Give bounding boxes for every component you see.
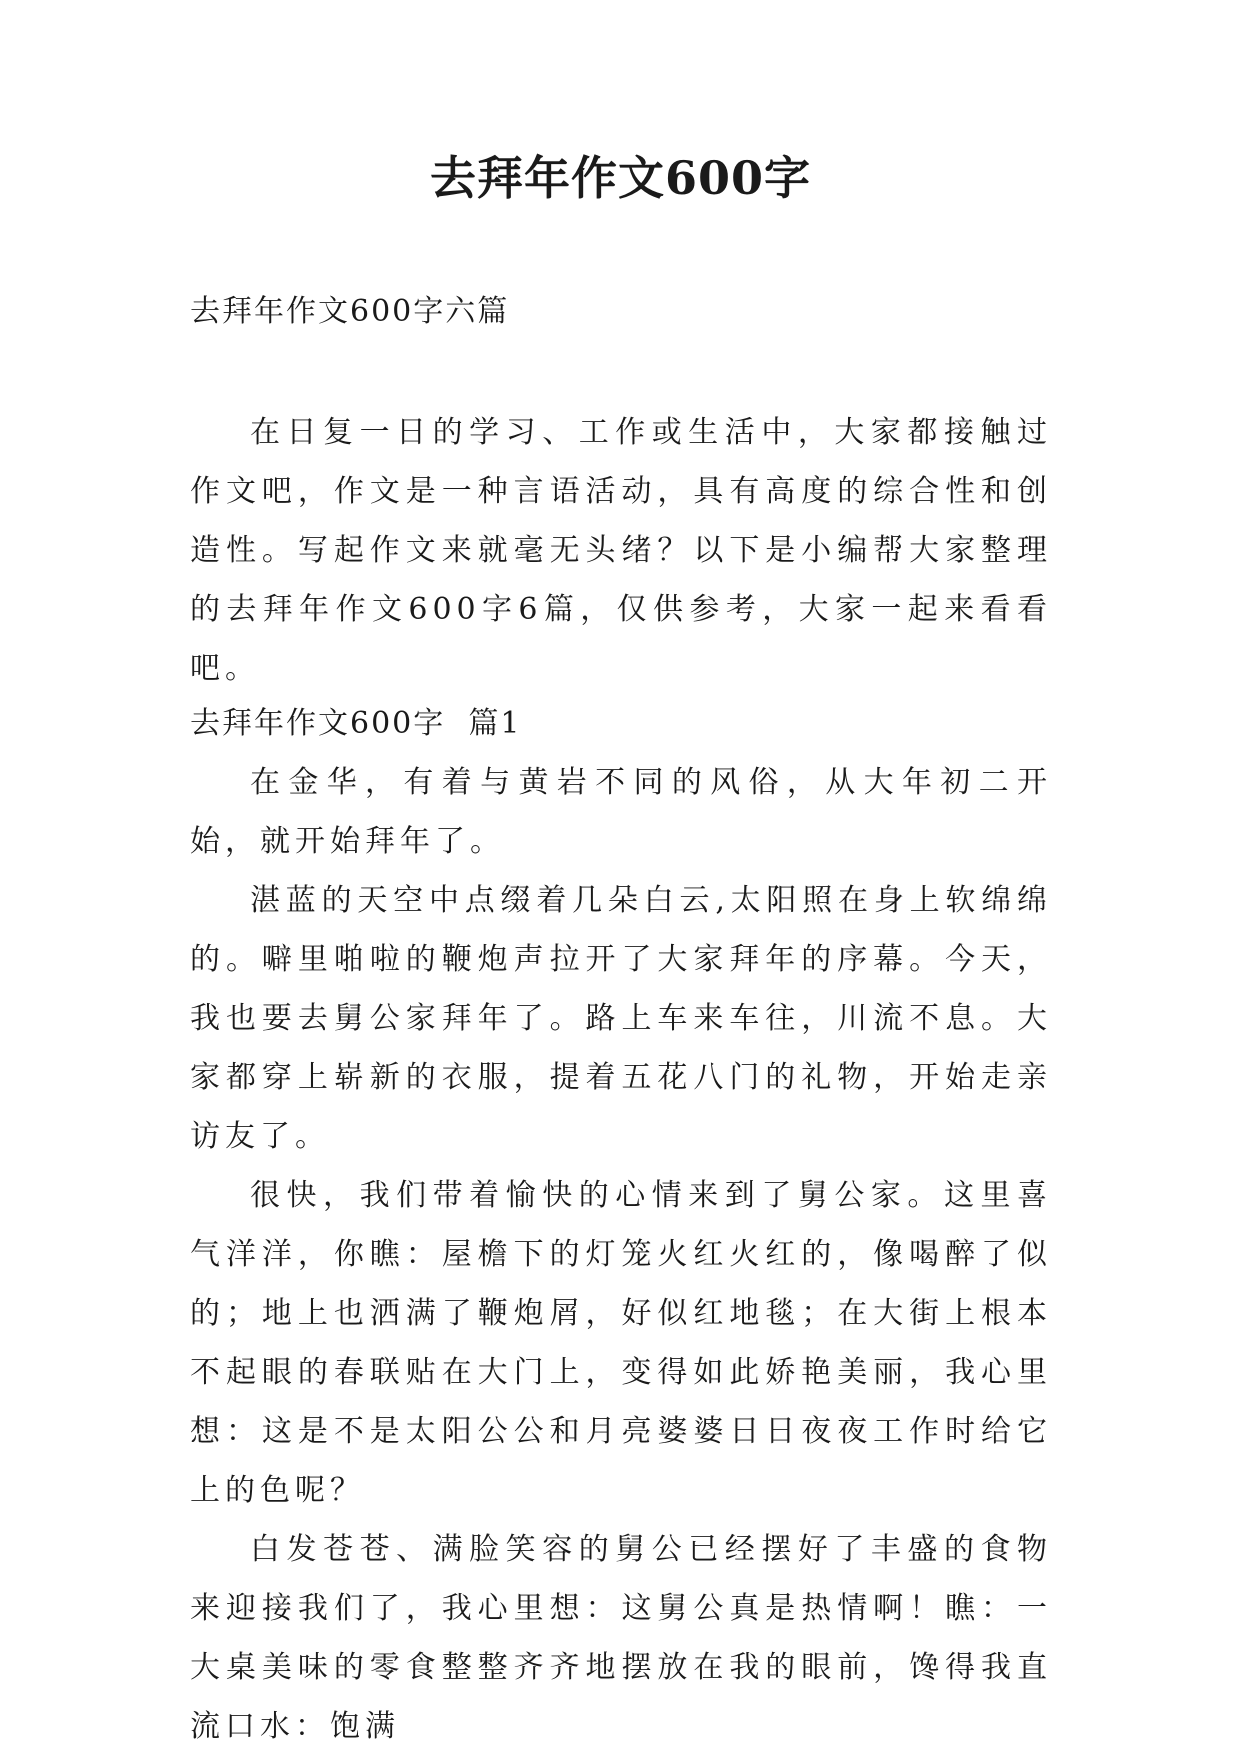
section-heading: 去拜年作文600字 篇1 (190, 706, 522, 741)
intro-section (190, 403, 1052, 698)
article-paragraph: 湛蓝的天空中点缀着几朵白云,太阳照在身上软绵绵的。噼里啪啦的鞭炮声拉开了大家拜年的序幕。今天，我也要去舅公家拜年了。路上车来车往，川流不息。大家都穿上崭新的衣服，提着五花八门的礼物，开始走亲访友了。 (190, 883, 1052, 1154)
document-subtitle: 去拜年作文600字六篇 (190, 294, 510, 329)
article-paragraph: 很快，我们带着愉快的心情来到了舅公家。这里喜气洋洋，你瞧：屋檐下的灯笼火红火红的，像喝醉了似的；地上也洒满了鞭炮屑，好似红地毯；在大街上根本不起眼的春联贴在大门上，变得如此娇艳美丽，我心里想：这是不是太阳公公和月亮婆婆日日夜夜工作时给它上的色呢？ (190, 1178, 1052, 1508)
intro-paragraph: 在日复一日的学习、工作或生活中，大家都接触过作文吧，作文是一种言语活动，具有高度的综合性和创造性。写起作文来就毫无头绪？以下是小编帮大家整理的去拜年作文600字6篇，仅供参考，大家一起来看看吧。 (190, 415, 1052, 686)
page-title: 去拜年作文600字 (429, 151, 812, 205)
article-section (190, 694, 1052, 1756)
article-paragraph: 白发苍苍、满脸笑容的舅公已经摆好了丰盛的食物来迎接我们了，我心里想：这舅公真是热情啊！瞧：一大桌美味的零食整整齐齐地摆放在我的眼前，馋得我直流口水：饱满 (190, 1532, 1052, 1744)
article-paragraph: 在金华，有着与黄岩不同的风俗，从大年初二开始，就开始拜年了。 (190, 765, 1052, 859)
